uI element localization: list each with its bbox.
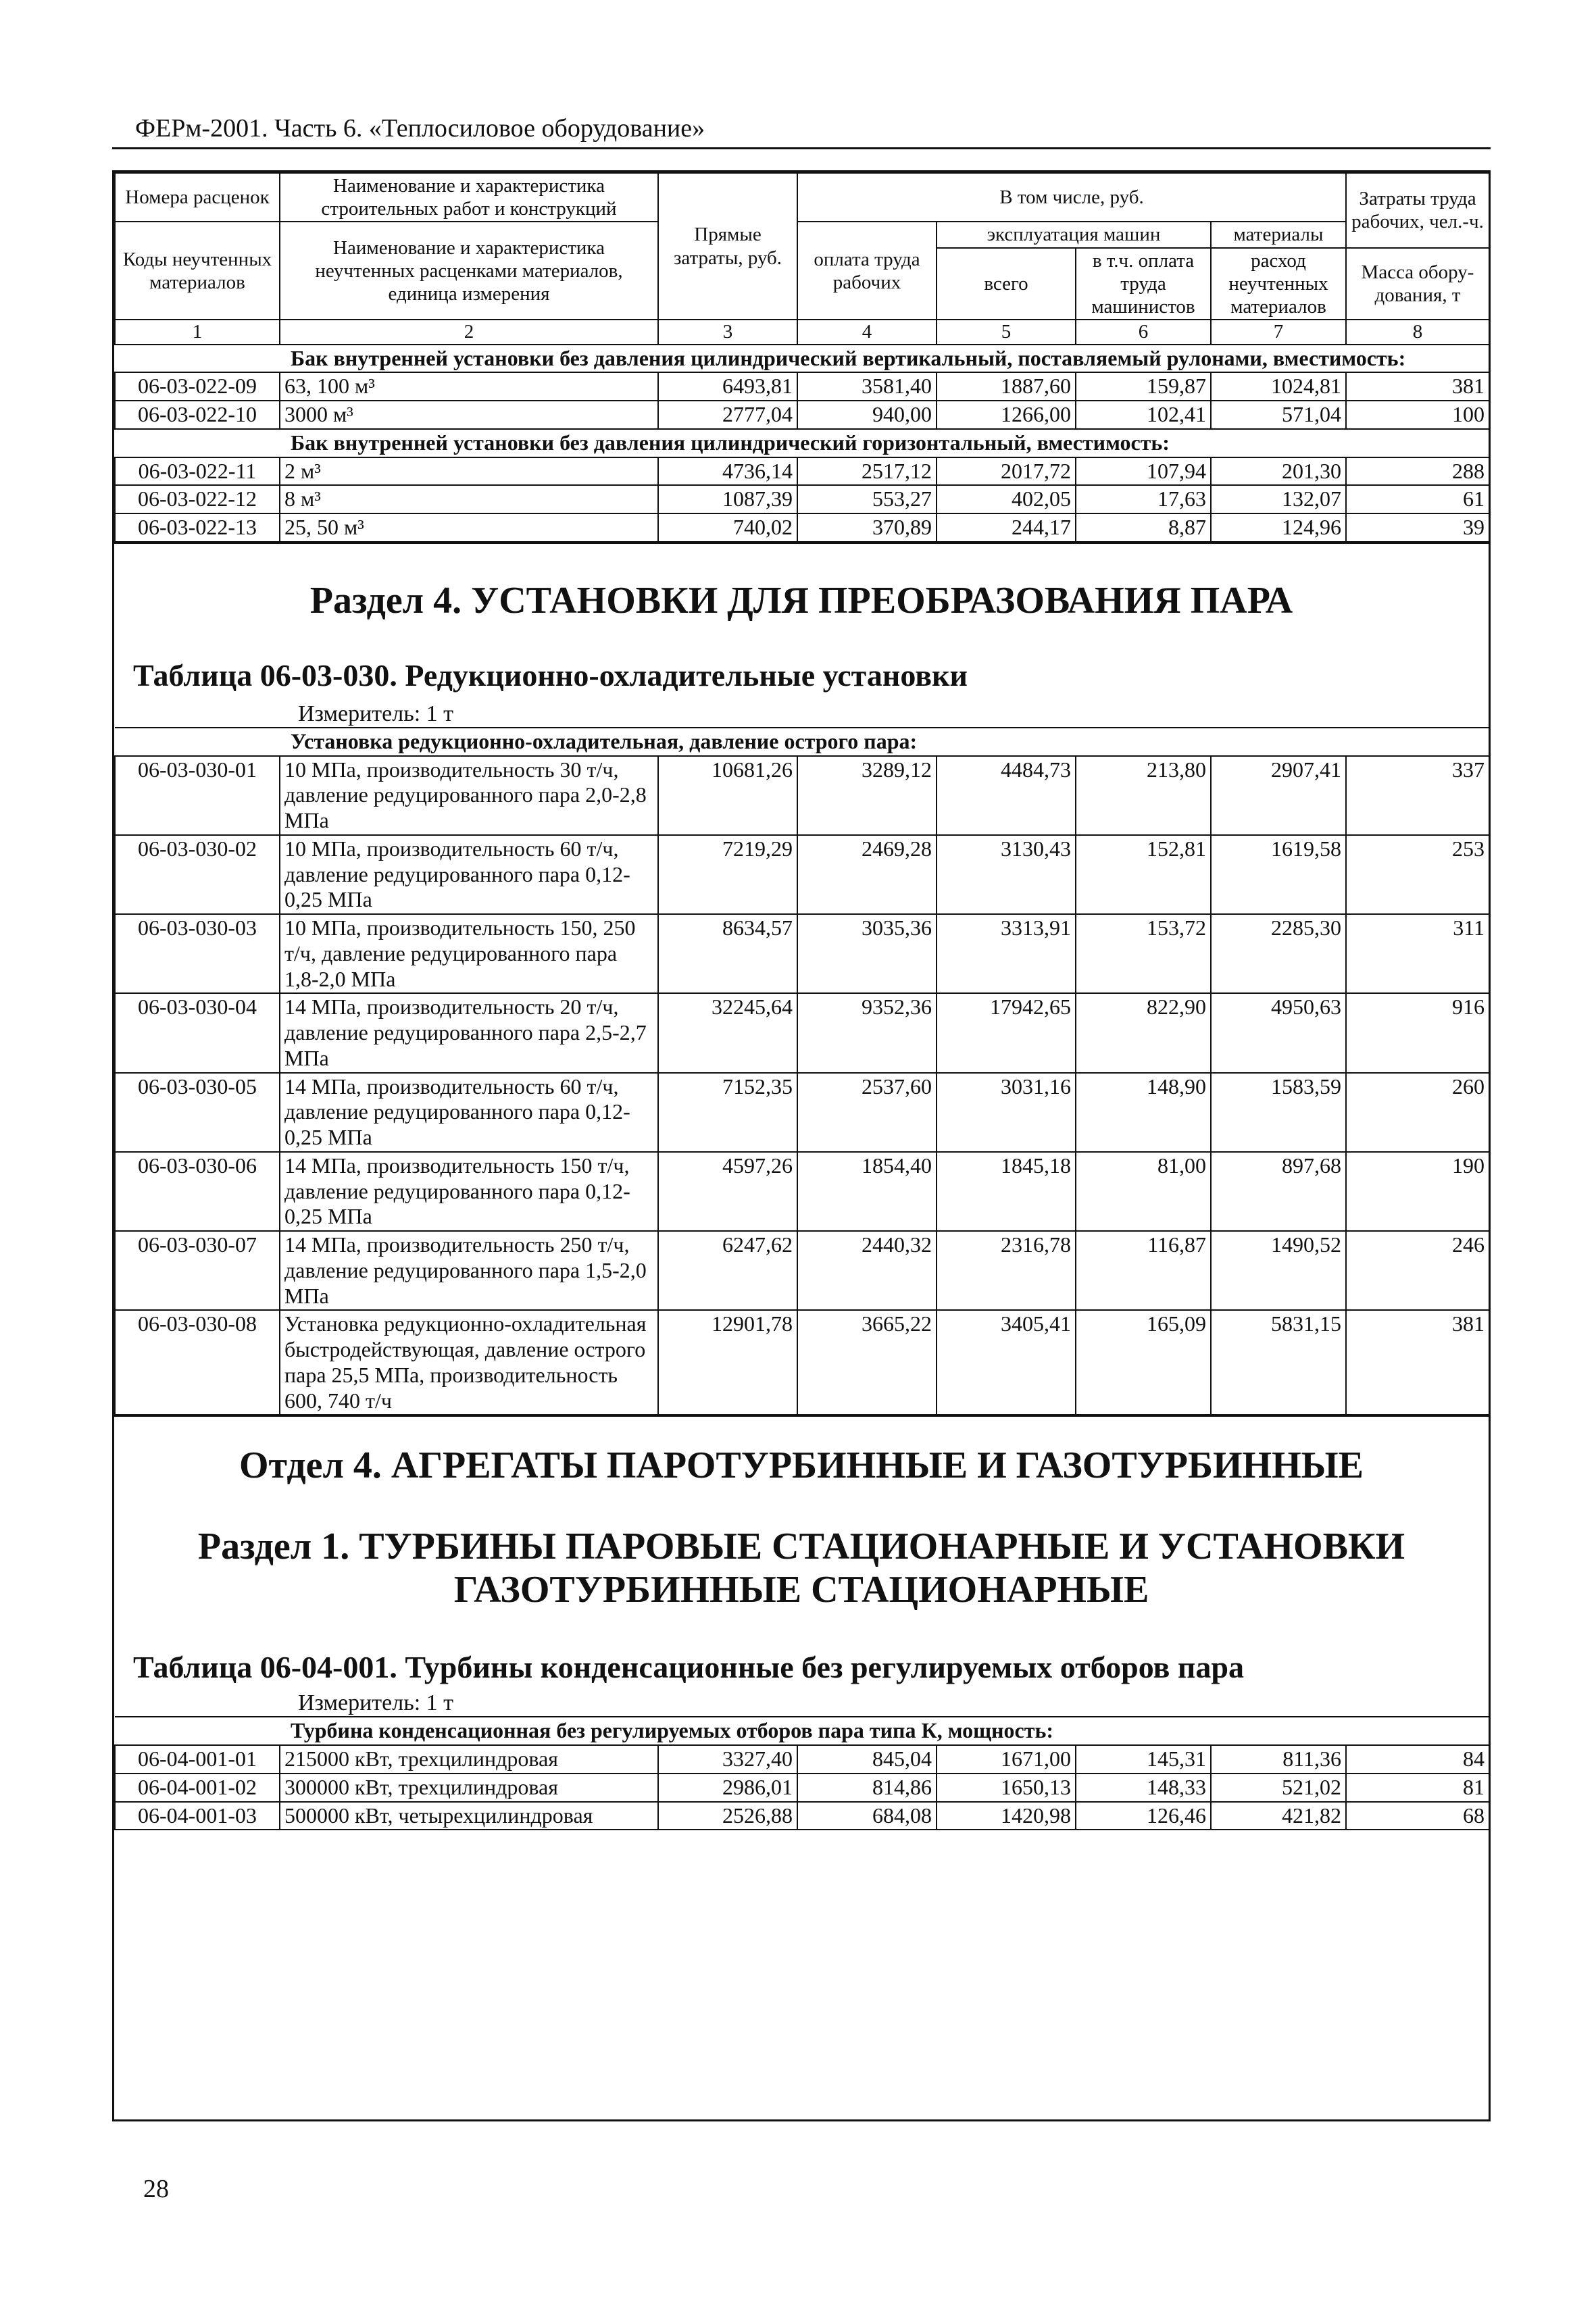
materials-cost: 1619,58 [1211,835,1346,914]
direct-cost: 6493,81 [658,372,797,401]
table-frame [112,170,1491,2121]
labor-hours: 311 [1346,914,1489,993]
materials-cost: 571,04 [1211,401,1346,429]
group-including: В том числе, руб. [797,173,1346,222]
materials-cost: 5831,15 [1211,1310,1346,1415]
labor-hours: 381 [1346,372,1489,401]
rate-code: 06-04-001-02 [115,1774,280,1802]
machinist-labor-cost: 17,63 [1076,485,1211,513]
col-name-bottom: Наименование и характеристика неучтенных расценками материалов, единица измерения [280,222,658,320]
direct-cost: 8634,57 [658,914,797,993]
labor-cost: 3035,36 [797,914,937,993]
machine-cost: 402,05 [937,485,1076,513]
machinist-labor-cost: 102,41 [1076,401,1211,429]
table-row [115,1774,1489,1802]
machine-cost: 1887,60 [937,372,1076,401]
direct-cost: 4736,14 [658,457,797,486]
labor-hours: 190 [1346,1152,1489,1231]
rate-code: 06-03-030-05 [115,1073,280,1152]
col-hours-top: Затраты труда рабочих, чел.-ч. [1346,173,1489,248]
machinist-labor-cost: 148,90 [1076,1073,1211,1152]
column-number: 3 [658,320,797,344]
direct-cost: 2777,04 [658,401,797,429]
materials-cost: 1583,59 [1211,1073,1346,1152]
machine-cost: 2316,78 [937,1231,1076,1310]
rate-name: 300000 кВт, трехцилиндровая [280,1774,658,1802]
materials-cost: 201,30 [1211,457,1346,486]
column-number: 7 [1211,320,1346,344]
direct-cost: 4597,26 [658,1152,797,1231]
labor-cost: 684,08 [797,1802,937,1830]
labor-hours: 246 [1346,1231,1489,1310]
rate-name: 2 м³ [280,457,658,486]
labor-cost: 2440,32 [797,1231,937,1310]
machine-cost: 1650,13 [937,1774,1076,1802]
col-code-top: Номера расценок [115,173,280,222]
machine-cost: 17942,65 [937,993,1076,1072]
table-row [115,1073,1489,1152]
rate-name: 500000 кВт, четырехцилиндровая [280,1802,658,1830]
machine-cost: 1420,98 [937,1802,1076,1830]
table-title: Таблица 06-04-001. Турбины конденсационные без регулируемых отборов пара [133,1650,1244,1685]
rate-name: 14 МПа, производительность 250 т/ч, давление редуцированного пара 1,5-2,0 МПа [280,1231,658,1310]
section-title: Раздел 4. УСТАНОВКИ ДЛЯ ПРЕОБРАЗОВАНИЯ ПАРА [309,579,1293,622]
rate-code: 06-03-030-03 [115,914,280,993]
rate-name: 25, 50 м³ [280,513,658,542]
header-rule [112,147,1491,149]
rate-code: 06-03-030-02 [115,835,280,914]
rate-code: 06-03-022-11 [115,457,280,486]
table-row [115,914,1489,993]
direct-cost: 3327,40 [658,1745,797,1774]
labor-hours: 68 [1346,1802,1489,1830]
col-name-top: Наименование и характеристика строительных работ и конструкций [280,173,658,222]
rate-name: 14 МПа, производительность 150 т/ч, давление редуцированного пара 0,12-0,25 МПа [280,1152,658,1231]
col-mass: Масса обору- дования, т [1346,248,1489,320]
department-4-block [114,1415,1489,1716]
labor-cost: 940,00 [797,401,937,429]
machine-cost: 1266,00 [937,401,1076,429]
materials-cost: 811,36 [1211,1745,1346,1774]
machinist-labor-cost: 153,72 [1076,914,1211,993]
direct-cost: 12901,78 [658,1310,797,1415]
machine-cost: 3313,91 [937,914,1076,993]
column-number: 4 [797,320,937,344]
materials-cost: 1490,52 [1211,1231,1346,1310]
direct-cost: 6247,62 [658,1231,797,1310]
table-row [115,1231,1489,1310]
machine-cost: 3031,16 [937,1073,1076,1152]
group-heading: Установка редукционно-охладительная, давление острого пара: [115,728,1489,756]
col-materials: расход неучтенных материалов [1211,248,1346,320]
machine-cost: 1671,00 [937,1745,1076,1774]
materials-cost: 1024,81 [1211,372,1346,401]
direct-cost: 740,02 [658,513,797,542]
labor-cost: 370,89 [797,513,937,542]
direct-cost: 1087,39 [658,485,797,513]
page-number: 28 [143,2175,169,2203]
machinist-labor-cost: 213,80 [1076,756,1211,835]
column-numbers-row [115,320,1489,344]
labor-cost: 3581,40 [797,372,937,401]
rate-code: 06-04-001-03 [115,1802,280,1830]
rate-code: 06-03-030-08 [115,1310,280,1415]
rate-code: 06-03-030-06 [115,1152,280,1231]
direct-cost: 7219,29 [658,835,797,914]
materials-cost: 897,68 [1211,1152,1346,1231]
materials-cost: 421,82 [1211,1802,1346,1830]
section-title-continued: ГАЗОТУРБИННЫЕ СТАЦИОНАРНЫЕ [453,1569,1149,1611]
labor-hours: 260 [1346,1073,1489,1152]
rate-code: 06-03-022-10 [115,401,280,429]
labor-hours: 61 [1346,485,1489,513]
rate-name: 3000 м³ [280,401,658,429]
materials-cost: 521,02 [1211,1774,1346,1802]
materials-cost: 124,96 [1211,513,1346,542]
rate-name: 215000 кВт, трехцилиндровая [280,1745,658,1774]
rate-name: Установка редукционно-охладительная быстродействующая, давление острого пара 25,5 МПа, производительность 600, 740 т/ч [280,1310,658,1415]
rate-name: 8 м³ [280,485,658,513]
machinist-labor-cost: 107,94 [1076,457,1211,486]
rate-code: 06-03-030-01 [115,756,280,835]
labor-cost: 2517,12 [797,457,937,486]
col-mach-labor: в т.ч. оплата труда машинистов [1076,248,1211,320]
machine-cost: 3130,43 [937,835,1076,914]
labor-hours: 916 [1346,993,1489,1072]
group-heading: Бак внутренней установки без давления цилиндрический вертикальный, поставляемый рулонами, вместимость: [115,345,1489,373]
table-row [115,485,1489,513]
machinist-labor-cost: 148,33 [1076,1774,1211,1802]
machinist-labor-cost: 116,87 [1076,1231,1211,1310]
machinist-labor-cost: 126,46 [1076,1802,1211,1830]
labor-cost: 845,04 [797,1745,937,1774]
table-row [115,513,1489,542]
rate-name: 10 МПа, производительность 150, 250 т/ч, давление редуцированного пара 1,8-2,0 МПа [280,914,658,993]
section-title: Раздел 1. ТУРБИНЫ ПАРОВЫЕ СТАЦИОНАРНЫЕ И УСТАНОВКИ [197,1526,1405,1568]
table-row [115,1310,1489,1415]
column-number: 1 [115,320,280,344]
materials-cost: 2285,30 [1211,914,1346,993]
rate-name: 14 МПа, производительность 60 т/ч, давление редуцированного пара 0,12-0,25 МПа [280,1073,658,1152]
machinist-labor-cost: 165,09 [1076,1310,1211,1415]
col-direct: Прямые затраты, руб. [658,173,797,320]
labor-hours: 84 [1346,1745,1489,1774]
materials-cost: 132,07 [1211,485,1346,513]
column-number: 2 [280,320,658,344]
meter-label: Измеритель: 1 т [298,701,454,726]
header-table [114,172,1490,543]
machine-cost: 1845,18 [937,1152,1076,1231]
labor-hours: 81 [1346,1774,1489,1802]
direct-cost: 2986,01 [658,1774,797,1802]
labor-hours: 288 [1346,457,1489,486]
department-title: Отдел 4. АГРЕГАТЫ ПАРОТУРБИННЫЕ И ГАЗОТУРБИННЫЕ [239,1444,1364,1487]
section-4-table [114,727,1490,1416]
col-code-bottom: Коды неучтенных материалов [115,222,280,320]
rate-name: 10 МПа, производительность 30 т/ч, давление редуцированного пара 2,0-2,8 МПа [280,756,658,835]
labor-cost: 553,27 [797,485,937,513]
rate-code: 06-03-030-07 [115,1231,280,1310]
column-number: 5 [937,320,1076,344]
machinist-labor-cost: 145,31 [1076,1745,1211,1774]
rate-code: 06-03-022-13 [115,513,280,542]
col-labor: оплата труда рабочих [797,222,937,320]
labor-hours: 337 [1346,756,1489,835]
table-row [115,1745,1489,1774]
labor-cost: 3665,22 [797,1310,937,1415]
materials-cost: 4950,63 [1211,993,1346,1072]
column-number: 6 [1076,320,1211,344]
labor-hours: 253 [1346,835,1489,914]
rate-code: 06-03-022-12 [115,485,280,513]
table-row [115,835,1489,914]
labor-hours: 39 [1346,513,1489,542]
labor-cost: 1854,40 [797,1152,937,1231]
labor-cost: 9352,36 [797,993,937,1072]
column-number: 8 [1346,320,1489,344]
section-4-block [114,543,1489,727]
machinist-labor-cost: 8,87 [1076,513,1211,542]
group-machines: эксплуатация машин [937,222,1211,247]
labor-cost: 3289,12 [797,756,937,835]
materials-cost: 2907,41 [1211,756,1346,835]
labor-cost: 2537,60 [797,1073,937,1152]
labor-cost: 2469,28 [797,835,937,914]
rate-code: 06-03-030-04 [115,993,280,1072]
rate-name: 14 МПа, производительность 20 т/ч, давление редуцированного пара 2,5-2,7 МПа [280,993,658,1072]
labor-hours: 100 [1346,401,1489,429]
rate-name: 10 МПа, производительность 60 т/ч, давление редуцированного пара 0,12-0,25 МПа [280,835,658,914]
rate-code: 06-04-001-01 [115,1745,280,1774]
rate-code: 06-03-022-09 [115,372,280,401]
rate-name: 63, 100 м³ [280,372,658,401]
table-row [115,457,1489,486]
direct-cost: 10681,26 [658,756,797,835]
table-row [115,1152,1489,1231]
group-heading: Бак внутренней установки без давления цилиндрический горизонтальный, вместимость: [115,429,1489,457]
turbine-table [114,1716,1490,1830]
machinist-labor-cost: 152,81 [1076,835,1211,914]
table-row [115,1802,1489,1830]
machine-cost: 4484,73 [937,756,1076,835]
meter-label: Измеритель: 1 т [298,1690,454,1716]
group-materials: материалы [1211,222,1346,247]
machinist-labor-cost: 81,00 [1076,1152,1211,1231]
labor-cost: 814,86 [797,1774,937,1802]
table-row [115,756,1489,835]
col-mach: всего [937,248,1076,320]
machinist-labor-cost: 822,90 [1076,993,1211,1072]
machine-cost: 244,17 [937,513,1076,542]
table-row [115,401,1489,429]
machine-cost: 2017,72 [937,457,1076,486]
table-row [115,993,1489,1072]
machinist-labor-cost: 159,87 [1076,372,1211,401]
running-header: ФЕРм-2001. Часть 6. «Теплосиловое оборудование» [135,114,705,143]
direct-cost: 2526,88 [658,1802,797,1830]
direct-cost: 7152,35 [658,1073,797,1152]
direct-cost: 32245,64 [658,993,797,1072]
table-title: Таблица 06-03-030. Редукционно-охладительные установки [133,657,968,693]
machine-cost: 3405,41 [937,1310,1076,1415]
group-heading: Турбина конденсационная без регулируемых отборов пара типа К, мощность: [115,1717,1489,1745]
labor-hours: 381 [1346,1310,1489,1415]
table-row [115,372,1489,401]
